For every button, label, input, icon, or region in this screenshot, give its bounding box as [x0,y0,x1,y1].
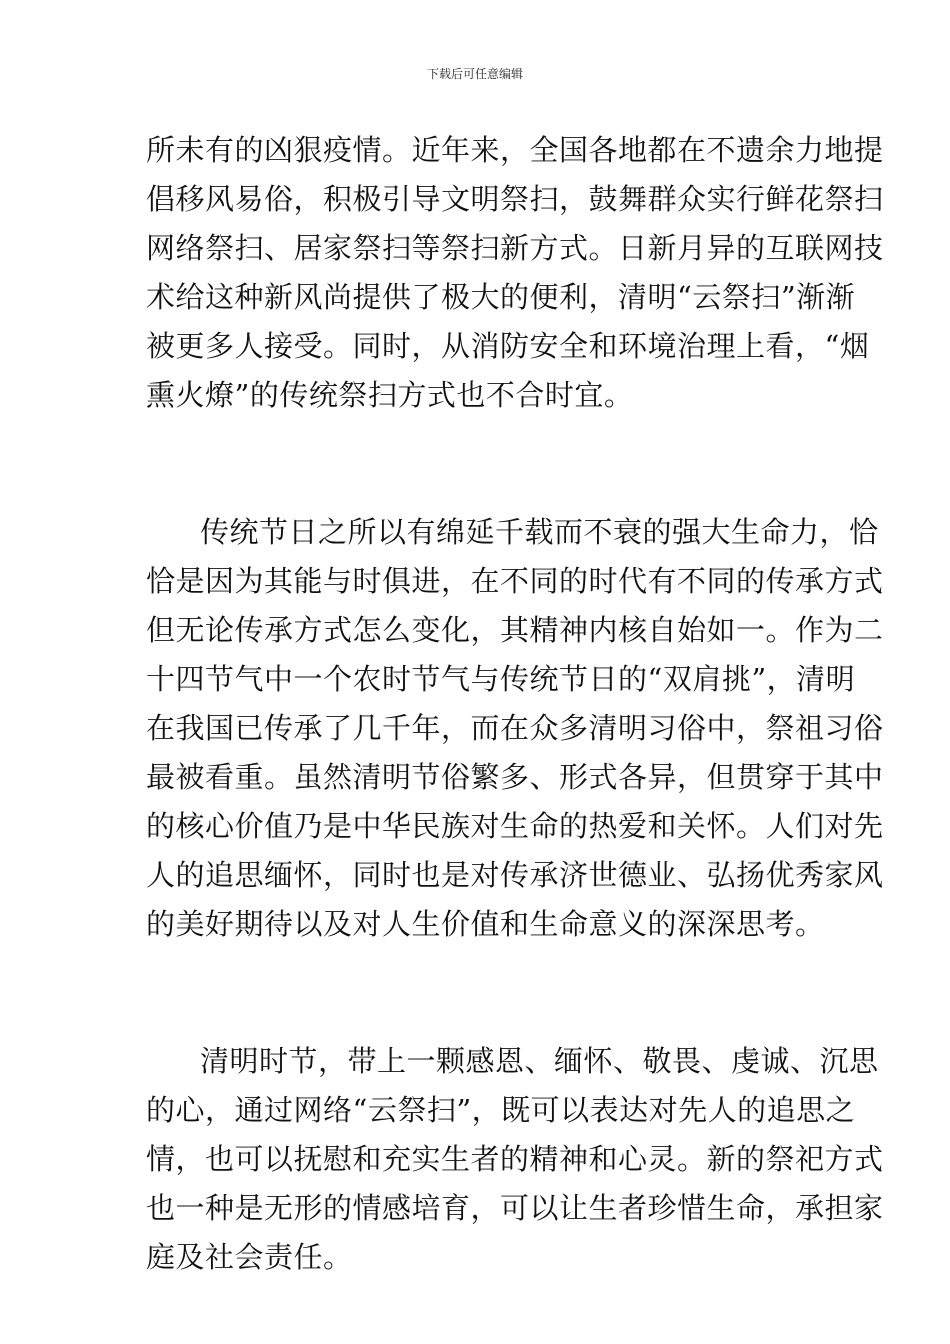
paragraph-line: 所未有的凶狠疫情。近年来，全国各地都在不遗余力地提 [146,133,884,167]
paragraph-line: 倡移风易俗，积极引导文明祭扫，鼓舞群众实行鲜花祭扫 [146,182,884,216]
paragraph-line: 在我国已传承了几千年，而在众多清明习俗中，祭祖习俗 [146,711,884,745]
paragraph-line: 的美好期待以及对人生价值和生命意义的深深思考。 [146,907,825,941]
paragraph-1 [146,126,884,420]
paragraph-line: 人的追思缅怀，同时也是对传承济世德业、弘扬优秀家风 [146,858,884,892]
paragraph-line: 传统节日之所以有绵延千载而不衰的强大生命力，恰 [200,515,879,549]
paragraph-line: 但无论传承方式怎么变化，其精神内核自始如一。作为二 [146,613,884,647]
paragraph-line: 最被看重。虽然清明节俗繁多、形式各异，但贯穿于其中 [146,760,884,794]
paragraph-line: 熏火燎”的传统祭扫方式也不合时宜。 [146,378,634,412]
paragraph-line: 也一种是无形的情感培育，可以让生者珍惜生命，承担家 [146,1191,884,1225]
paragraph-gap [146,949,806,1037]
paragraph-line: 网络祭扫、居家祭扫等祭扫新方式。日新月异的互联网技 [146,231,884,265]
paragraph-line: 的核心价值乃是中华民族对生命的热爱和关怀。人们对先 [146,809,884,843]
paragraph-line: 的心，通过网络“云祭扫”，既可以表达对先人的追思之 [146,1093,856,1127]
paragraph-line: 清明时节，带上一颗感恩、缅怀、敬畏、虔诚、沉思 [200,1044,879,1078]
paragraph-line: 恰是因为其能与时俱进，在不同的时代有不同的传承方式 [146,564,884,598]
header-note: 下载后可任意编辑 [426,67,523,81]
body-text [146,126,884,1282]
paragraph-3 [146,1037,884,1282]
paragraph-line: 十四节气中一个农时节气与传统节日的“双肩挑”，清明 [146,662,856,696]
paragraph-line: 情，也可以抚慰和充实生者的精神和心灵。新的祭祀方式 [146,1142,884,1176]
paragraph-line: 术给这种新风尚提供了极大的便利，清明“云祭扫”渐渐 [146,280,856,314]
paragraph-line: 被更多人接受。同时，从消防安全和环境治理上看，“烟 [146,329,870,363]
paragraph-gap [146,420,806,508]
paragraph-line: 庭及社会责任。 [146,1240,353,1274]
paragraph-2 [146,508,884,949]
